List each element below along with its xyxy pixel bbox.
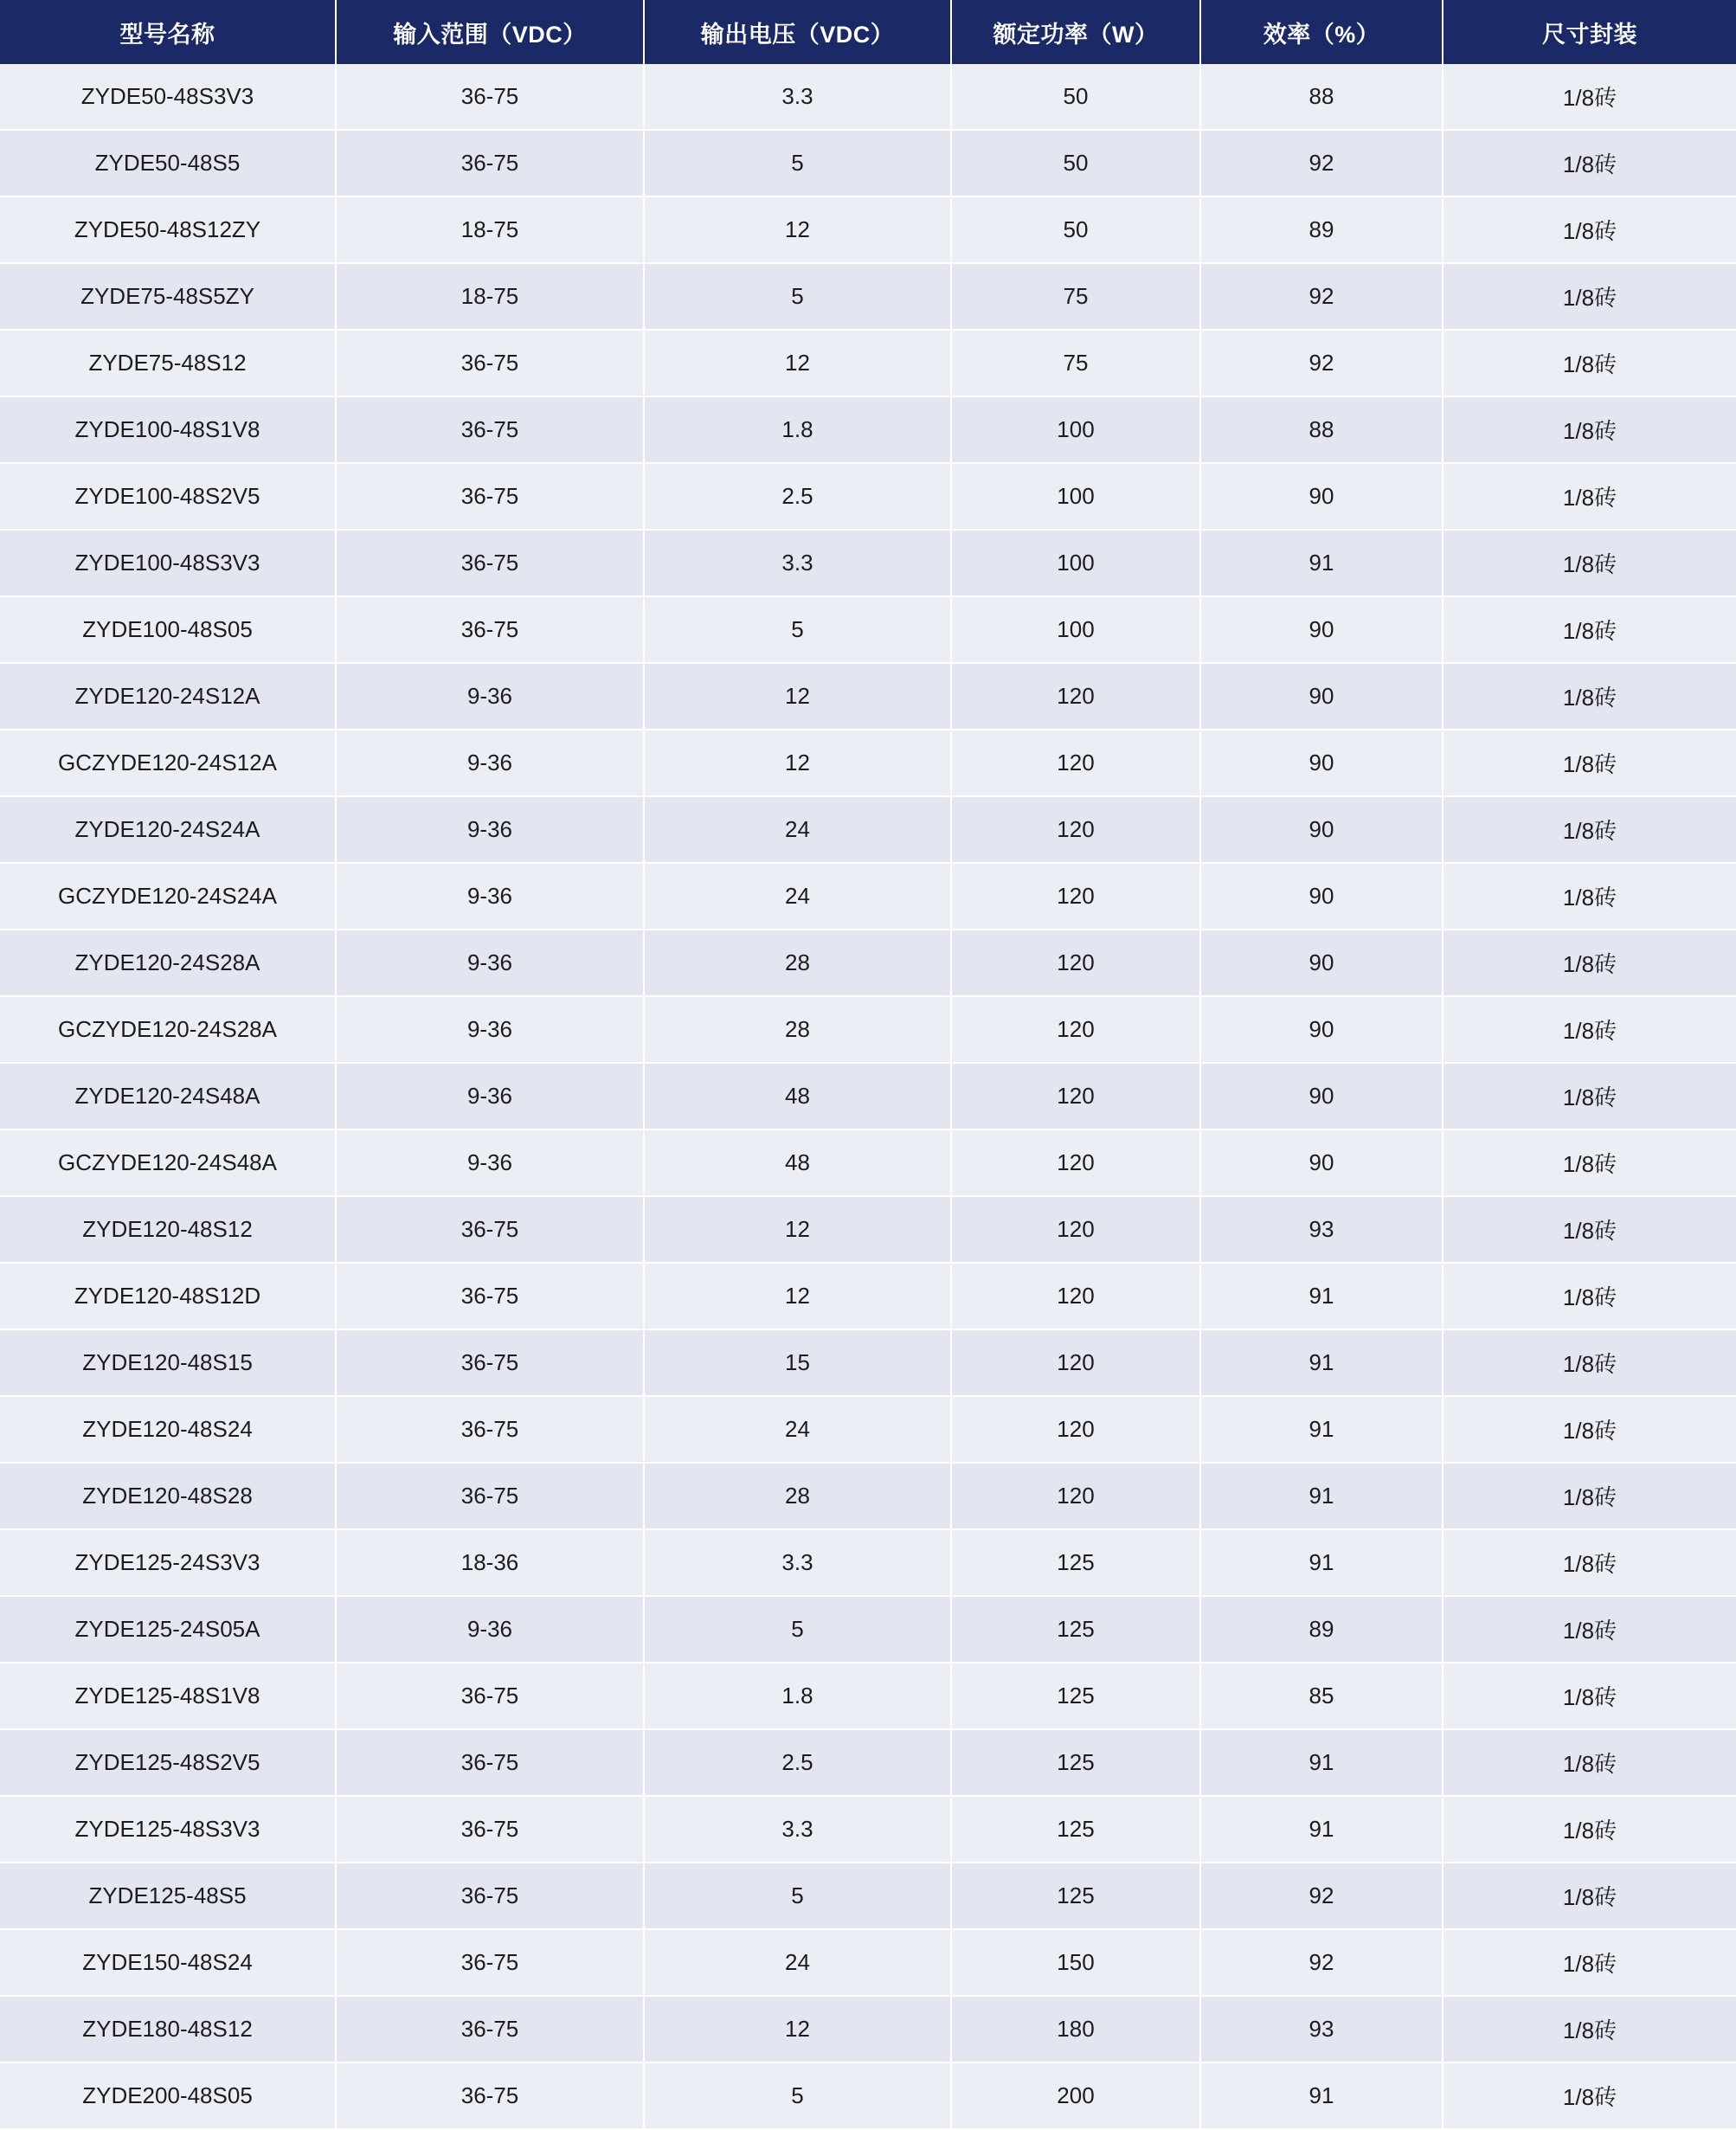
- table-row: [0, 863, 1736, 930]
- cell-model: ZYDE50-48S3V3: [0, 64, 336, 130]
- cell-input-range: 36-75: [336, 130, 644, 196]
- table-row: [0, 530, 1736, 596]
- cell-rated-power: 75: [951, 330, 1200, 396]
- cell-input-range: 36-75: [336, 1396, 644, 1463]
- table-row: [0, 663, 1736, 730]
- cell-output-voltage: 5: [644, 1596, 951, 1663]
- cell-package-size: 1/8砖: [1443, 530, 1736, 596]
- cell-output-voltage: 48: [644, 1129, 951, 1196]
- table-row: [0, 396, 1736, 463]
- cell-rated-power: 120: [951, 1463, 1200, 1529]
- cell-output-voltage: 5: [644, 1863, 951, 1929]
- cell-input-range: 18-36: [336, 1529, 644, 1596]
- cell-package-size: 1/8砖: [1443, 396, 1736, 463]
- cell-model: ZYDE100-48S3V3: [0, 530, 336, 596]
- cell-package-size: 1/8砖: [1443, 596, 1736, 663]
- cell-output-voltage: 12: [644, 730, 951, 796]
- table-row: [0, 1996, 1736, 2062]
- cell-package-size: 1/8砖: [1443, 1396, 1736, 1463]
- cell-package-size: 1/8砖: [1443, 1129, 1736, 1196]
- cell-efficiency: 92: [1200, 330, 1443, 396]
- cell-package-size: 1/8砖: [1443, 2062, 1736, 2129]
- cell-package-size: 1/8砖: [1443, 1929, 1736, 1996]
- cell-model: GCZYDE120-24S12A: [0, 730, 336, 796]
- cell-rated-power: 100: [951, 463, 1200, 530]
- cell-rated-power: 125: [951, 1663, 1200, 1729]
- cell-rated-power: 50: [951, 130, 1200, 196]
- cell-input-range: 9-36: [336, 796, 644, 863]
- cell-input-range: 36-75: [336, 2062, 644, 2129]
- table-row: [0, 1263, 1736, 1329]
- cell-input-range: 36-75: [336, 1863, 644, 1929]
- cell-rated-power: 120: [951, 1396, 1200, 1463]
- cell-package-size: 1/8砖: [1443, 1063, 1736, 1129]
- table-row: [0, 1929, 1736, 1996]
- cell-rated-power: 120: [951, 1129, 1200, 1196]
- cell-output-voltage: 24: [644, 863, 951, 930]
- cell-efficiency: 93: [1200, 1996, 1443, 2062]
- cell-package-size: 1/8砖: [1443, 1996, 1736, 2062]
- table-row: [0, 596, 1736, 663]
- cell-output-voltage: 12: [644, 1196, 951, 1263]
- cell-model: ZYDE150-48S24: [0, 1929, 336, 1996]
- cell-package-size: 1/8砖: [1443, 196, 1736, 263]
- cell-rated-power: 180: [951, 1996, 1200, 2062]
- cell-rated-power: 200: [951, 2062, 1200, 2129]
- cell-input-range: 36-75: [336, 463, 644, 530]
- table-row: [0, 996, 1736, 1063]
- cell-efficiency: 90: [1200, 996, 1443, 1063]
- cell-efficiency: 89: [1200, 1596, 1443, 1663]
- cell-input-range: 36-75: [336, 1196, 644, 1263]
- table-row: [0, 330, 1736, 396]
- cell-model: ZYDE100-48S1V8: [0, 396, 336, 463]
- cell-model: GCZYDE120-24S28A: [0, 996, 336, 1063]
- table-row: [0, 130, 1736, 196]
- cell-package-size: 1/8砖: [1443, 263, 1736, 330]
- cell-input-range: 36-75: [336, 330, 644, 396]
- cell-model: ZYDE120-24S12A: [0, 663, 336, 730]
- cell-input-range: 36-75: [336, 1463, 644, 1529]
- cell-efficiency: 90: [1200, 1129, 1443, 1196]
- cell-model: ZYDE120-48S28: [0, 1463, 336, 1529]
- cell-model: ZYDE120-24S24A: [0, 796, 336, 863]
- cell-package-size: 1/8砖: [1443, 1796, 1736, 1863]
- cell-input-range: 9-36: [336, 930, 644, 996]
- cell-output-voltage: 3.3: [644, 64, 951, 130]
- cell-input-range: 9-36: [336, 663, 644, 730]
- cell-package-size: 1/8砖: [1443, 796, 1736, 863]
- column-header-efficiency: 效率（%）: [1200, 0, 1443, 64]
- table-row: [0, 1796, 1736, 1863]
- cell-package-size: 1/8砖: [1443, 1529, 1736, 1596]
- cell-package-size: 1/8砖: [1443, 1596, 1736, 1663]
- cell-package-size: 1/8砖: [1443, 663, 1736, 730]
- cell-rated-power: 120: [951, 1196, 1200, 1263]
- table-row: [0, 1196, 1736, 1263]
- cell-efficiency: 91: [1200, 530, 1443, 596]
- cell-model: ZYDE120-48S24: [0, 1396, 336, 1463]
- cell-output-voltage: 28: [644, 1463, 951, 1529]
- cell-model: ZYDE200-48S05: [0, 2062, 336, 2129]
- cell-model: ZYDE125-48S5: [0, 1863, 336, 1929]
- cell-package-size: 1/8砖: [1443, 64, 1736, 130]
- cell-output-voltage: 12: [644, 330, 951, 396]
- cell-output-voltage: 15: [644, 1329, 951, 1396]
- table-row: [0, 1729, 1736, 1796]
- cell-package-size: 1/8砖: [1443, 130, 1736, 196]
- cell-rated-power: 150: [951, 1929, 1200, 1996]
- cell-efficiency: 89: [1200, 196, 1443, 263]
- cell-package-size: 1/8砖: [1443, 863, 1736, 930]
- cell-input-range: 36-75: [336, 1729, 644, 1796]
- table-header: [0, 0, 1736, 64]
- cell-efficiency: 92: [1200, 130, 1443, 196]
- cell-output-voltage: 48: [644, 1063, 951, 1129]
- cell-output-voltage: 28: [644, 930, 951, 996]
- cell-efficiency: 93: [1200, 1196, 1443, 1263]
- table-row: [0, 1596, 1736, 1663]
- cell-efficiency: 91: [1200, 1396, 1443, 1463]
- table-row: [0, 1463, 1736, 1529]
- cell-efficiency: 88: [1200, 64, 1443, 130]
- cell-output-voltage: 1.8: [644, 396, 951, 463]
- cell-rated-power: 120: [951, 796, 1200, 863]
- table-row: [0, 196, 1736, 263]
- cell-efficiency: 92: [1200, 1929, 1443, 1996]
- cell-rated-power: 120: [951, 930, 1200, 996]
- table-row: [0, 64, 1736, 130]
- cell-package-size: 1/8砖: [1443, 1263, 1736, 1329]
- cell-rated-power: 125: [951, 1863, 1200, 1929]
- cell-model: ZYDE120-48S12: [0, 1196, 336, 1263]
- cell-input-range: 18-75: [336, 196, 644, 263]
- cell-efficiency: 91: [1200, 1796, 1443, 1863]
- cell-input-range: 36-75: [336, 1796, 644, 1863]
- column-header-output-voltage: 输出电压（VDC）: [644, 0, 951, 64]
- cell-output-voltage: 24: [644, 1396, 951, 1463]
- cell-model: ZYDE100-48S05: [0, 596, 336, 663]
- table-row: [0, 930, 1736, 996]
- cell-rated-power: 75: [951, 263, 1200, 330]
- cell-efficiency: 90: [1200, 596, 1443, 663]
- cell-model: ZYDE50-48S5: [0, 130, 336, 196]
- cell-model: ZYDE125-48S2V5: [0, 1729, 336, 1796]
- table-row: [0, 730, 1736, 796]
- cell-output-voltage: 12: [644, 663, 951, 730]
- cell-model: ZYDE75-48S12: [0, 330, 336, 396]
- cell-rated-power: 100: [951, 596, 1200, 663]
- cell-rated-power: 125: [951, 1596, 1200, 1663]
- cell-input-range: 36-75: [336, 64, 644, 130]
- cell-model: ZYDE125-24S3V3: [0, 1529, 336, 1596]
- cell-input-range: 9-36: [336, 730, 644, 796]
- cell-input-range: 36-75: [336, 530, 644, 596]
- column-header-rated-power: 额定功率（W）: [951, 0, 1200, 64]
- cell-rated-power: 120: [951, 1263, 1200, 1329]
- cell-package-size: 1/8砖: [1443, 730, 1736, 796]
- cell-package-size: 1/8砖: [1443, 463, 1736, 530]
- table-row: [0, 1663, 1736, 1729]
- cell-rated-power: 50: [951, 196, 1200, 263]
- cell-model: ZYDE120-48S12D: [0, 1263, 336, 1329]
- table-row: [0, 1396, 1736, 1463]
- cell-package-size: 1/8砖: [1443, 930, 1736, 996]
- table-body: [0, 64, 1736, 2129]
- cell-output-voltage: 3.3: [644, 530, 951, 596]
- cell-model: ZYDE100-48S2V5: [0, 463, 336, 530]
- cell-output-voltage: 12: [644, 1263, 951, 1329]
- table-row: [0, 463, 1736, 530]
- table-row: [0, 1129, 1736, 1196]
- cell-output-voltage: 5: [644, 263, 951, 330]
- cell-input-range: 9-36: [336, 1596, 644, 1663]
- cell-efficiency: 90: [1200, 930, 1443, 996]
- cell-input-range: 36-75: [336, 396, 644, 463]
- table-row: [0, 263, 1736, 330]
- cell-efficiency: 91: [1200, 1463, 1443, 1529]
- cell-package-size: 1/8砖: [1443, 330, 1736, 396]
- cell-input-range: 36-75: [336, 1263, 644, 1329]
- cell-model: GCZYDE120-24S24A: [0, 863, 336, 930]
- cell-efficiency: 90: [1200, 796, 1443, 863]
- cell-model: ZYDE125-24S05A: [0, 1596, 336, 1663]
- table-row: [0, 1063, 1736, 1129]
- cell-output-voltage: 3.3: [644, 1529, 951, 1596]
- cell-efficiency: 92: [1200, 1863, 1443, 1929]
- column-header-package-size: 尺寸封装: [1443, 0, 1736, 64]
- cell-package-size: 1/8砖: [1443, 1729, 1736, 1796]
- cell-model: GCZYDE120-24S48A: [0, 1129, 336, 1196]
- table-row: [0, 1529, 1736, 1596]
- cell-model: ZYDE180-48S12: [0, 1996, 336, 2062]
- cell-output-voltage: 28: [644, 996, 951, 1063]
- cell-efficiency: 92: [1200, 263, 1443, 330]
- cell-rated-power: 100: [951, 396, 1200, 463]
- cell-package-size: 1/8砖: [1443, 996, 1736, 1063]
- cell-package-size: 1/8砖: [1443, 1196, 1736, 1263]
- cell-efficiency: 90: [1200, 463, 1443, 530]
- cell-package-size: 1/8砖: [1443, 1663, 1736, 1729]
- cell-rated-power: 120: [951, 996, 1200, 1063]
- cell-package-size: 1/8砖: [1443, 1329, 1736, 1396]
- cell-output-voltage: 5: [644, 596, 951, 663]
- cell-output-voltage: 12: [644, 1996, 951, 2062]
- cell-efficiency: 90: [1200, 663, 1443, 730]
- cell-model: ZYDE120-24S28A: [0, 930, 336, 996]
- cell-rated-power: 120: [951, 730, 1200, 796]
- cell-efficiency: 90: [1200, 863, 1443, 930]
- cell-efficiency: 90: [1200, 730, 1443, 796]
- cell-rated-power: 120: [951, 1063, 1200, 1129]
- cell-rated-power: 125: [951, 1729, 1200, 1796]
- cell-rated-power: 120: [951, 663, 1200, 730]
- cell-input-range: 18-75: [336, 263, 644, 330]
- cell-input-range: 36-75: [336, 1329, 644, 1396]
- cell-efficiency: 85: [1200, 1663, 1443, 1729]
- cell-model: ZYDE120-24S48A: [0, 1063, 336, 1129]
- cell-model: ZYDE125-48S1V8: [0, 1663, 336, 1729]
- table-row: [0, 2062, 1736, 2129]
- table-row: [0, 796, 1736, 863]
- cell-efficiency: 91: [1200, 1729, 1443, 1796]
- cell-output-voltage: 2.5: [644, 1729, 951, 1796]
- cell-output-voltage: 24: [644, 1929, 951, 1996]
- cell-efficiency: 91: [1200, 1329, 1443, 1396]
- cell-package-size: 1/8砖: [1443, 1463, 1736, 1529]
- cell-output-voltage: 12: [644, 196, 951, 263]
- cell-input-range: 36-75: [336, 1663, 644, 1729]
- cell-output-voltage: 3.3: [644, 1796, 951, 1863]
- cell-efficiency: 90: [1200, 1063, 1443, 1129]
- cell-input-range: 9-36: [336, 996, 644, 1063]
- cell-efficiency: 91: [1200, 1529, 1443, 1596]
- cell-output-voltage: 2.5: [644, 463, 951, 530]
- cell-output-voltage: 1.8: [644, 1663, 951, 1729]
- cell-efficiency: 91: [1200, 1263, 1443, 1329]
- cell-input-range: 9-36: [336, 1063, 644, 1129]
- table-row: [0, 1863, 1736, 1929]
- cell-efficiency: 91: [1200, 2062, 1443, 2129]
- cell-input-range: 9-36: [336, 863, 644, 930]
- cell-rated-power: 120: [951, 863, 1200, 930]
- cell-efficiency: 88: [1200, 396, 1443, 463]
- cell-rated-power: 120: [951, 1329, 1200, 1396]
- cell-model: ZYDE120-48S15: [0, 1329, 336, 1396]
- cell-input-range: 36-75: [336, 1996, 644, 2062]
- column-header-model: 型号名称: [0, 0, 336, 64]
- column-header-input-range: 输入范围（VDC）: [336, 0, 644, 64]
- cell-rated-power: 100: [951, 530, 1200, 596]
- cell-rated-power: 125: [951, 1796, 1200, 1863]
- table-header-row: [0, 0, 1736, 64]
- cell-model: ZYDE125-48S3V3: [0, 1796, 336, 1863]
- cell-output-voltage: 5: [644, 130, 951, 196]
- table-row: [0, 1329, 1736, 1396]
- cell-output-voltage: 24: [644, 796, 951, 863]
- cell-output-voltage: 5: [644, 2062, 951, 2129]
- cell-rated-power: 50: [951, 64, 1200, 130]
- cell-model: ZYDE75-48S5ZY: [0, 263, 336, 330]
- cell-input-range: 36-75: [336, 596, 644, 663]
- cell-model: ZYDE50-48S12ZY: [0, 196, 336, 263]
- cell-input-range: 9-36: [336, 1129, 644, 1196]
- cell-package-size: 1/8砖: [1443, 1863, 1736, 1929]
- cell-input-range: 36-75: [336, 1929, 644, 1996]
- cell-rated-power: 125: [951, 1529, 1200, 1596]
